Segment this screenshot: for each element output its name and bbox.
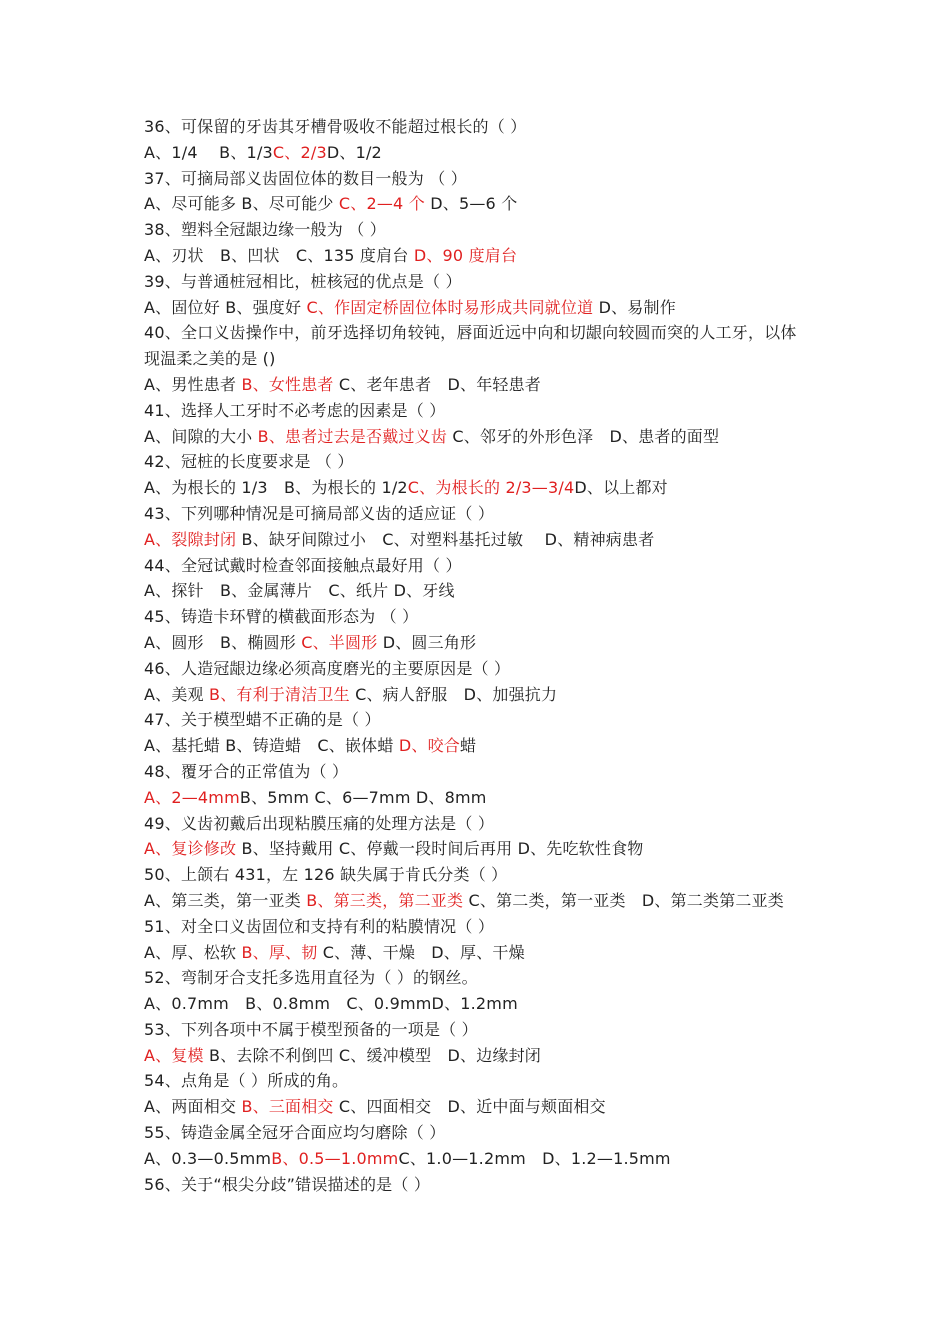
text-segment: 51、对全口义齿固位和支持有利的粘膜情况（ ） <box>144 916 495 936</box>
options-line <box>144 733 812 759</box>
text-segment: D、以上都对 <box>574 478 668 498</box>
text-segment: 蜡 <box>460 736 477 756</box>
question-line <box>144 1068 812 1094</box>
question-line <box>144 965 812 991</box>
text-segment: B、5mm C、6—7mm D、8mm <box>239 787 487 807</box>
options-line <box>144 1146 812 1172</box>
correct-answer-text: B、女性患者 <box>241 374 334 394</box>
correct-answer-text: D、咬合 <box>398 736 460 756</box>
correct-answer-text: B、有利于清洁卫生 <box>209 684 350 704</box>
question-line <box>144 707 812 733</box>
options-line <box>144 424 812 450</box>
question-line <box>144 320 812 372</box>
correct-answer-text: C、为根长的 2/3—3/4 <box>407 478 575 498</box>
question-line <box>144 914 812 940</box>
options-line <box>144 475 812 501</box>
question-line <box>144 1172 812 1198</box>
text-segment: 49、义齿初戴后出现粘膜压痛的处理方法是（ ） <box>144 813 495 833</box>
correct-answer-text: B、厚、韧 <box>241 942 318 962</box>
options-line <box>144 191 812 217</box>
question-line <box>144 114 812 140</box>
options-line <box>144 940 812 966</box>
text-segment: 48、覆牙合的正常值为（ ） <box>144 761 349 781</box>
correct-answer-text: A、复诊修改 <box>144 839 237 859</box>
correct-answer-text: A、裂隙封闭 <box>144 529 237 549</box>
text-segment: 37、可摘局部义齿固位体的数目一般为 （ ） <box>144 168 467 188</box>
text-segment: 53、下列各项中不属于模型预备的一项是（ ） <box>144 1019 478 1039</box>
options-line <box>144 527 812 553</box>
text-segment: A、基托蜡 B、铸造蜡 C、嵌体蜡 <box>144 736 399 756</box>
options-line <box>144 630 812 656</box>
text-segment: A、尽可能多 B、尽可能少 <box>144 194 339 214</box>
text-segment: A、固位好 B、强度好 <box>144 297 307 317</box>
question-line <box>144 604 812 630</box>
options-line <box>144 1094 812 1120</box>
text-segment: D、1/2 <box>326 142 382 162</box>
text-segment: 47、关于模型蜡不正确的是（ ） <box>144 710 381 730</box>
text-segment: 40、全口义齿操作中，前牙选择切角较钝，唇面近远中向和切龈向较圆而突的人工牙，以体现温柔之美的是 () <box>144 323 797 369</box>
options-line <box>144 785 812 811</box>
question-line <box>144 269 812 295</box>
options-line <box>144 295 812 321</box>
question-line <box>144 217 812 243</box>
text-segment: C、四面相交 D、近中面与颊面相交 <box>333 1097 606 1117</box>
text-segment: 55、铸造金属全冠牙合面应均匀磨除（ ） <box>144 1123 446 1143</box>
options-line <box>144 682 812 708</box>
question-line <box>144 862 812 888</box>
question-line <box>144 1120 812 1146</box>
question-line <box>144 553 812 579</box>
question-line <box>144 656 812 682</box>
text-segment: 46、人造冠龈边缘必须高度磨光的主要原因是（ ） <box>144 658 511 678</box>
options-line <box>144 888 812 914</box>
text-segment: A、圆形 B、椭圆形 <box>144 632 302 652</box>
question-line <box>144 449 812 475</box>
text-segment: A、两面相交 <box>144 1097 242 1117</box>
question-line <box>144 501 812 527</box>
options-line <box>144 991 812 1017</box>
text-segment: D、易制作 <box>593 297 676 317</box>
options-line <box>144 372 812 398</box>
question-line <box>144 1017 812 1043</box>
text-segment: 54、点角是（ ）所成的角。 <box>144 1071 349 1091</box>
text-segment: D、圆三角形 <box>377 632 477 652</box>
text-segment: 50、上颌右 431，左 126 缺失属于肯氏分类（ ） <box>144 865 508 885</box>
correct-answer-text: A、2—4mm <box>144 787 240 807</box>
correct-answer-text: C、2—4 个 <box>338 194 425 214</box>
text-segment: B、缺牙间隙过小 C、对塑料基托过敏 D、精神病患者 <box>236 529 655 549</box>
text-segment: C、第二类，第一亚类 D、第二类第二亚类 <box>463 890 784 910</box>
text-segment: A、第三类，第一亚类 <box>144 890 307 910</box>
text-segment: 38、塑料全冠龈边缘一般为 （ ） <box>144 220 386 240</box>
correct-answer-text: B、三面相交 <box>241 1097 334 1117</box>
text-segment: A、为根长的 1/3 B、为根长的 1/2 <box>144 478 408 498</box>
text-segment: A、间隙的大小 <box>144 426 258 446</box>
options-line <box>144 836 812 862</box>
question-line <box>144 811 812 837</box>
correct-answer-text: C、2/3 <box>272 142 327 162</box>
text-segment: A、1/4 B、1/3 <box>144 142 273 162</box>
text-segment: 41、选择人工牙时不必考虑的因素是（ ） <box>144 400 446 420</box>
text-segment: C、薄、干燥 D、厚、干燥 <box>317 942 525 962</box>
text-segment: 42、冠桩的长度要求是 （ ） <box>144 452 354 472</box>
question-line <box>144 759 812 785</box>
options-line <box>144 578 812 604</box>
text-segment: C、病人舒服 D、加强抗力 <box>349 684 558 704</box>
text-segment: A、厚、松软 <box>144 942 242 962</box>
text-segment: 56、关于“根尖分歧”错误描述的是（ ） <box>144 1174 431 1194</box>
text-segment: C、1.0—1.2mm D、1.2—1.5mm <box>398 1148 671 1168</box>
correct-answer-text: B、0.5—1.0mm <box>271 1148 399 1168</box>
correct-answer-text: D、90 度肩台 <box>413 245 518 265</box>
text-segment: 39、与普通桩冠相比，桩核冠的优点是（ ） <box>144 271 462 291</box>
text-segment: 36、可保留的牙齿其牙槽骨吸收不能超过根长的（ ） <box>144 117 527 136</box>
correct-answer-text: B、患者过去是否戴过义齿 <box>257 426 448 446</box>
options-line <box>144 243 812 269</box>
options-line <box>144 140 812 166</box>
text-segment: A、0.3—0.5mm <box>144 1148 272 1168</box>
correct-answer-text: C、作固定桥固位体时易形成共同就位道 <box>306 297 594 317</box>
text-segment: B、去除不利倒凹 C、缓冲模型 D、边缘封闭 <box>203 1045 541 1065</box>
text-segment: B、坚持戴用 C、停戴一段时间后再用 D、先吃软性食物 <box>236 839 644 859</box>
text-segment: 43、下列哪种情况是可摘局部义齿的适应证（ ） <box>144 503 495 523</box>
question-list <box>144 114 812 1197</box>
text-segment: A、美观 <box>144 684 210 704</box>
text-segment: 45、铸造卡环臂的横截面形态为 （ ） <box>144 607 419 627</box>
question-line <box>144 166 812 192</box>
text-segment: 52、弯制牙合支托多选用直径为（ ）的钢丝。 <box>144 968 478 988</box>
text-segment: A、男性患者 <box>144 374 242 394</box>
text-segment: C、老年患者 D、年轻患者 <box>333 374 542 394</box>
correct-answer-text: B、第三类，第二亚类 <box>306 890 464 910</box>
text-segment: A、0.7mm B、0.8mm C、0.9mmD、1.2mm <box>144 994 518 1014</box>
options-line <box>144 1043 812 1069</box>
text-segment: D、5—6 个 <box>424 194 518 214</box>
correct-answer-text: C、半圆形 <box>301 632 378 652</box>
text-segment: A、刃状 B、凹状 C、135 度肩台 <box>144 245 414 265</box>
text-segment: 44、全冠试戴时检查邻面接触点最好用（ ） <box>144 555 462 575</box>
text-segment: A、探针 B、金属薄片 C、纸片 D、牙线 <box>144 581 455 601</box>
correct-answer-text: A、复模 <box>144 1045 204 1065</box>
text-segment: C、邻牙的外形色泽 D、患者的面型 <box>447 426 720 446</box>
question-line <box>144 398 812 424</box>
